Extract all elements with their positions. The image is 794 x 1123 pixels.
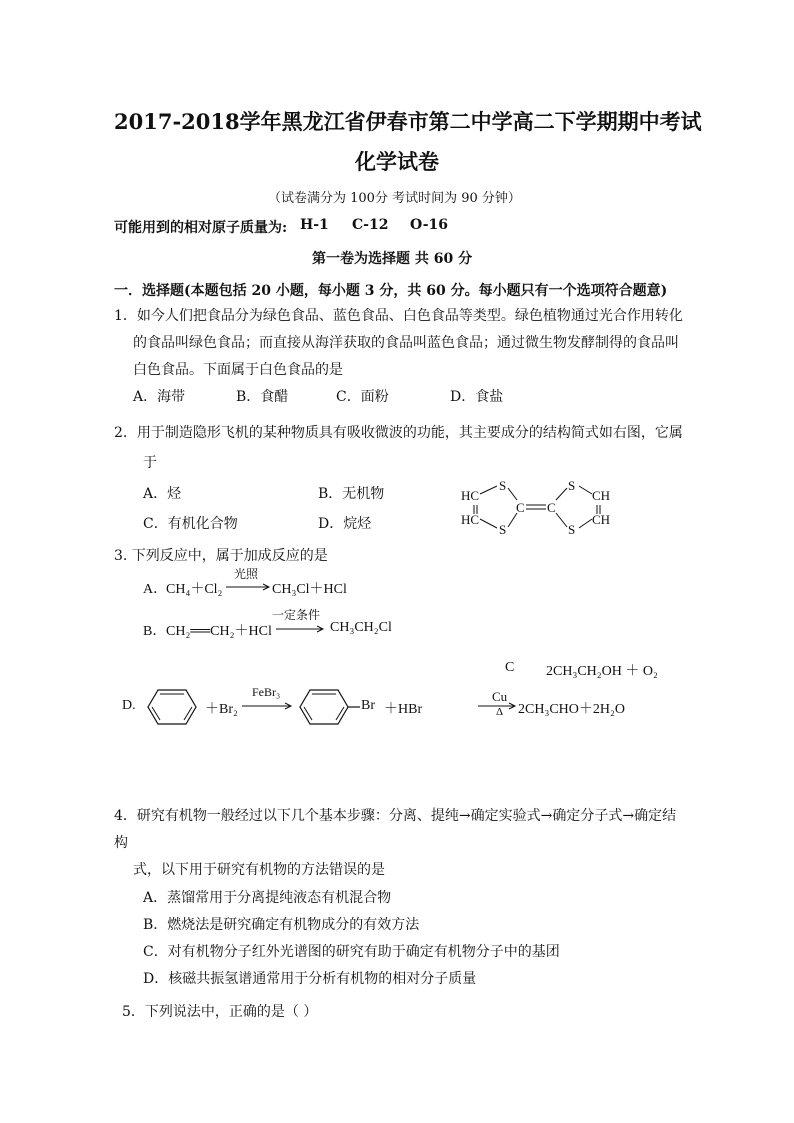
- structure-label-s2: S: [499, 522, 507, 537]
- q3-option-a-products: CH₃Cl＋HCl: [272, 582, 347, 597]
- q2-option-b: B．无机物: [318, 486, 385, 502]
- q3-option-b-condition: 一定条件: [272, 608, 321, 622]
- atomic-mass-c: C-12: [352, 217, 389, 233]
- structure-label-s4: S: [568, 522, 576, 537]
- structure-label-hc-bottom: HC: [461, 512, 480, 527]
- q3-option-a-label: A．: [143, 582, 168, 597]
- structure-label-c2: C: [547, 500, 556, 515]
- q1-option-b: B．食醋: [236, 389, 289, 405]
- q3-option-a-reactants: CH₄＋Cl₂: [166, 582, 223, 597]
- q3-option-a-condition: 光照: [234, 567, 259, 581]
- structure-label-s3: S: [568, 478, 576, 493]
- q5-stem: 5．下列说法中，正确的是（ ）: [122, 1004, 318, 1020]
- q3-option-b-arrow: [276, 624, 326, 634]
- q2-structure-diagram: [455, 475, 625, 537]
- q3-option-d-label: D.: [122, 698, 136, 713]
- exam-title-line2: 化学试卷: [355, 149, 439, 174]
- q2-line1: 2．用于制造隐形飞机的某种物质具有吸收微波的功能，其主要成分的结构简式如右图，它属: [114, 425, 683, 441]
- benzene-ring-icon: [146, 688, 198, 726]
- q3-option-b-label: B．: [143, 624, 167, 639]
- q4-option-a: A．蒸馏常用于分离提纯液态有机混合物: [143, 890, 392, 906]
- q2-option-c: C．有机化合物: [143, 516, 238, 532]
- q3-option-d-arrow: [242, 701, 294, 711]
- q4-line1: 4．研究有机物一般经过以下几个基本步骤：分离、提纯→确定实验式→确定分子式→确定结: [114, 808, 677, 824]
- q3-option-c-label: C: [505, 660, 515, 675]
- exam-title-line1: 2017-2018学年黑龙江省伊春市第二中学高二下学期期中考试: [114, 109, 702, 134]
- q3-option-b-reactants: CH₂══CH₂＋HCl: [166, 624, 272, 639]
- q1-option-c: C．面粉: [336, 389, 389, 405]
- atomic-mass-o: O-16: [410, 217, 449, 233]
- q3-option-d-br: Br: [361, 698, 375, 713]
- q1-option-a: A．海带: [133, 389, 186, 405]
- q3-stem: 3. 下列反应中，属于加成反应的是: [114, 548, 328, 564]
- q3-option-d-hbr: ＋HBr: [384, 702, 423, 717]
- bromobenzene-ring-icon: [298, 688, 360, 726]
- structure-label-c1: C: [516, 500, 525, 515]
- structure-label-ch-bottom: CH: [592, 512, 611, 527]
- section-instruction: 一．选择题(本题包括 20 小题，每小题 3 分，共 60 分。每小题只有一个选项符合题意): [114, 283, 668, 299]
- q3-option-b-products: CH₃CH₂Cl: [330, 620, 392, 635]
- q4-line3: 式，以下用于研究有机物的方法错误的是: [133, 862, 385, 878]
- atomic-mass-label: 可能用到的相对原子质量为:: [114, 220, 288, 236]
- q4-line2: 构: [114, 835, 128, 851]
- q1-line2: 的食品叫绿色食品；而直接从海洋获取的食品叫蓝色食品；通过微生物发酵制得的食品叫: [133, 335, 679, 351]
- q1-line3: 白色食品。下面属于白色食品的是: [133, 362, 343, 378]
- section-heading: 第一卷为选择题 共 60 分: [312, 251, 473, 267]
- q3-option-c-catalyst: Cu: [492, 689, 508, 704]
- q2-option-a: A．烃: [143, 486, 182, 502]
- q3-option-c-heat: Δ: [496, 706, 504, 718]
- structure-label-s1: S: [499, 478, 507, 493]
- structure-bonds: [474, 486, 600, 528]
- q4-option-b: B．燃烧法是研究确定有机物成分的有效方法: [143, 917, 420, 933]
- q1-line1: 1．如今人们把食品分为绿色食品、蓝色食品、白色食品等类型。绿色植物通过光合作用转化: [114, 308, 683, 324]
- structure-label-hc-top: HC: [461, 488, 480, 503]
- q1-option-d: D．食盐: [450, 389, 504, 405]
- q3-option-c-products: 2CH₃CHO＋2H₂O: [518, 702, 625, 717]
- exam-info: （试卷满分为 100分 考试时间为 90 分钟）: [268, 191, 521, 206]
- atomic-mass-h: H-1: [300, 217, 329, 233]
- q4-option-c: C．对有机物分子红外光谱图的研究有助于确定有机物分子中的基团: [143, 944, 560, 960]
- q2-line2: 于: [143, 455, 157, 471]
- q3-option-a-arrow: [226, 582, 272, 592]
- q3-option-d-catalyst: FeBr₃: [252, 685, 281, 699]
- q3-option-d-bromine: ＋Br₂: [205, 702, 238, 717]
- q3-option-c-reactants: 2CH₃CH₂OH ＋ O₂: [546, 664, 658, 679]
- structure-label-ch-top: CH: [592, 488, 611, 503]
- q2-option-d: D．烷烃: [318, 516, 372, 532]
- q4-option-d: D．核磁共振氢谱通常用于分析有机物的相对分子质量: [143, 971, 477, 987]
